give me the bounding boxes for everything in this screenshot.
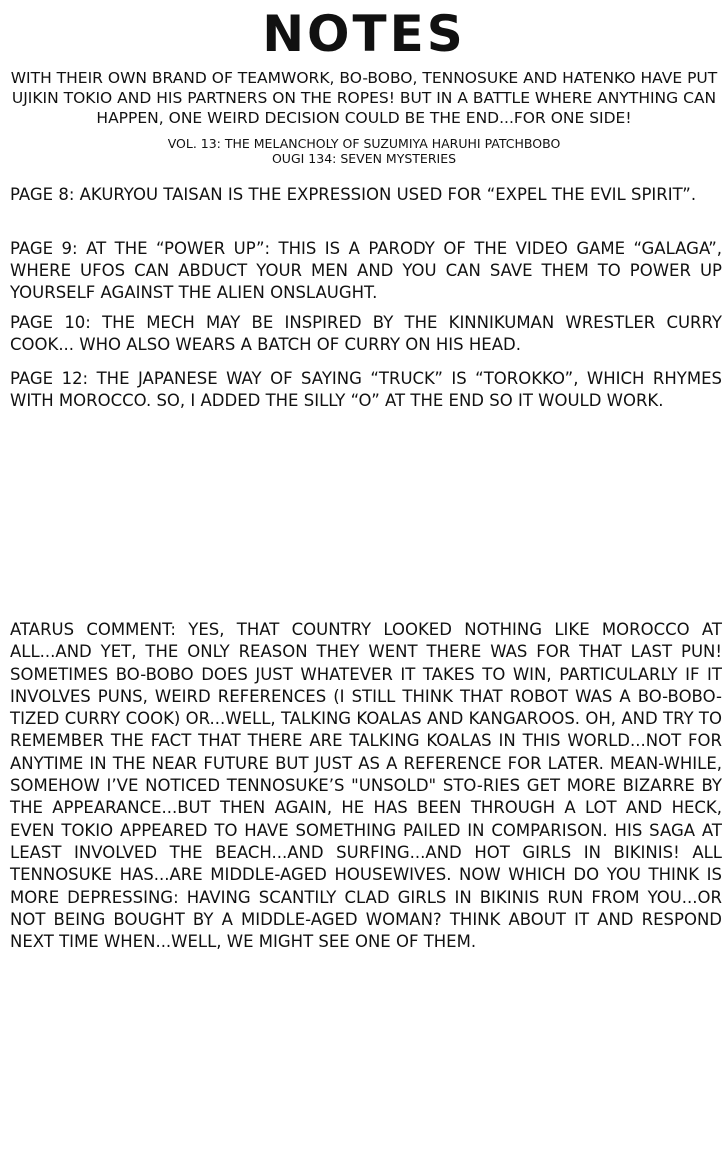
volume-heading <box>0 136 728 166</box>
intro-paragraph: WITH THEIR OWN BRAND OF TEAMWORK, BO-BOBO, TENNOSUKE AND HATENKO HAVE PUT UJIKIN TOKIO AND HIS PARTNERS ON THE ROPES! BUT IN A BATTLE WHERE ANYTHING CAN HAPPEN, ONE WEIRD DECISION COULD BE THE END...FOR ONE SIDE! <box>10 69 718 127</box>
translator-comment: ATARUS COMMENT: YES, THAT COUNTRY LOOKED NOTHING LIKE MOROCCO AT ALL...AND YET, THE ONLY REASON THEY WENT THERE WAS FOR THAT LAST PUN! SOMETIMES BO-BOBO DOES JUST WHATEVER IT TAKES TO WIN, PARTICULARLY IF IT INVOLVES PUNS, WEIRD REFERENCES (I STILL THINK THAT ROBOT WAS A BO-BOBO-TIZED CURRY COOK) OR...WELL, TALKING KOALAS AND KANGAROOS. OH, AND TRY TO REMEMBER THE FACT THAT THERE ARE TALKING KOALAS IN THIS WORLD...NOT FOR ANYTIME IN THE NEAR FUTURE BUT JUST AS A REFERENCE FOR LATER. MEAN-WHILE, SOMEHOW I’VE NOTICED TENNOSUKE’S "UNSOLD" STO-RIES GET MORE BIZARRE BY THE APPEARANCE...BUT THEN AGAIN, HE HAS BEEN THROUGH A LOT AND HECK, EVEN TOKIO APPEARED TO HAVE SOMETHING PAILED IN COMPARISON. HIS SAGA AT LEAST INVOLVED THE BEACH...AND SURFING...AND HOT GIRLS IN BIKINIS! ALL TENNOSUKE HAS...ARE MIDDLE-AGED HOUSEWIVES. NOW WHICH DO YOU THINK IS MORE DEPRESSING: HAVING SCANTILY CLAD GIRLS IN BIKINIS RUN FROM YOU...OR NOT BEING BOUGHT BY A MIDDLE-AGED WOMAN? THINK ABOUT IT AND RESPOND NEXT TIME WHEN...WELL, WE MIGHT SEE ONE OF THEM. <box>10 620 722 952</box>
volume-title: VOL. 13: THE MELANCHOLY OF SUZUMIYA HARUHI PATCHBOBO <box>167 136 561 151</box>
translation-note: PAGE 12: THE JAPANESE WAY OF SAYING “TRUCK” IS “TOROKKO”, WHICH RHYMES WITH MOROCCO. SO, I ADDED THE SILLY “O” AT THE END SO IT WOULD WORK. <box>10 369 722 410</box>
translation-note: PAGE 8: AKURYOU TAISAN IS THE EXPRESSION USED FOR “EXPEL THE EVIL SPIRIT”. <box>10 185 697 204</box>
translation-note: PAGE 9: AT THE “POWER UP”: THIS IS A PARODY OF THE VIDEO GAME “GALAGA”, WHERE UFOS CAN ABDUCT YOUR MEN AND YOU CAN SAVE THEM TO POWER UP YOURSELF AGAINST THE ALIEN ONSLAUGHT. <box>10 239 722 302</box>
page-title: NOTES <box>262 5 466 63</box>
translation-note: PAGE 10: THE MECH MAY BE INSPIRED BY THE KINNIKUMAN WRESTLER CURRY COOK... WHO ALSO WEARS A BATCH OF CURRY ON HIS HEAD. <box>10 313 722 354</box>
chapter-title: OUGI 134: SEVEN MYSTERIES <box>271 151 457 166</box>
